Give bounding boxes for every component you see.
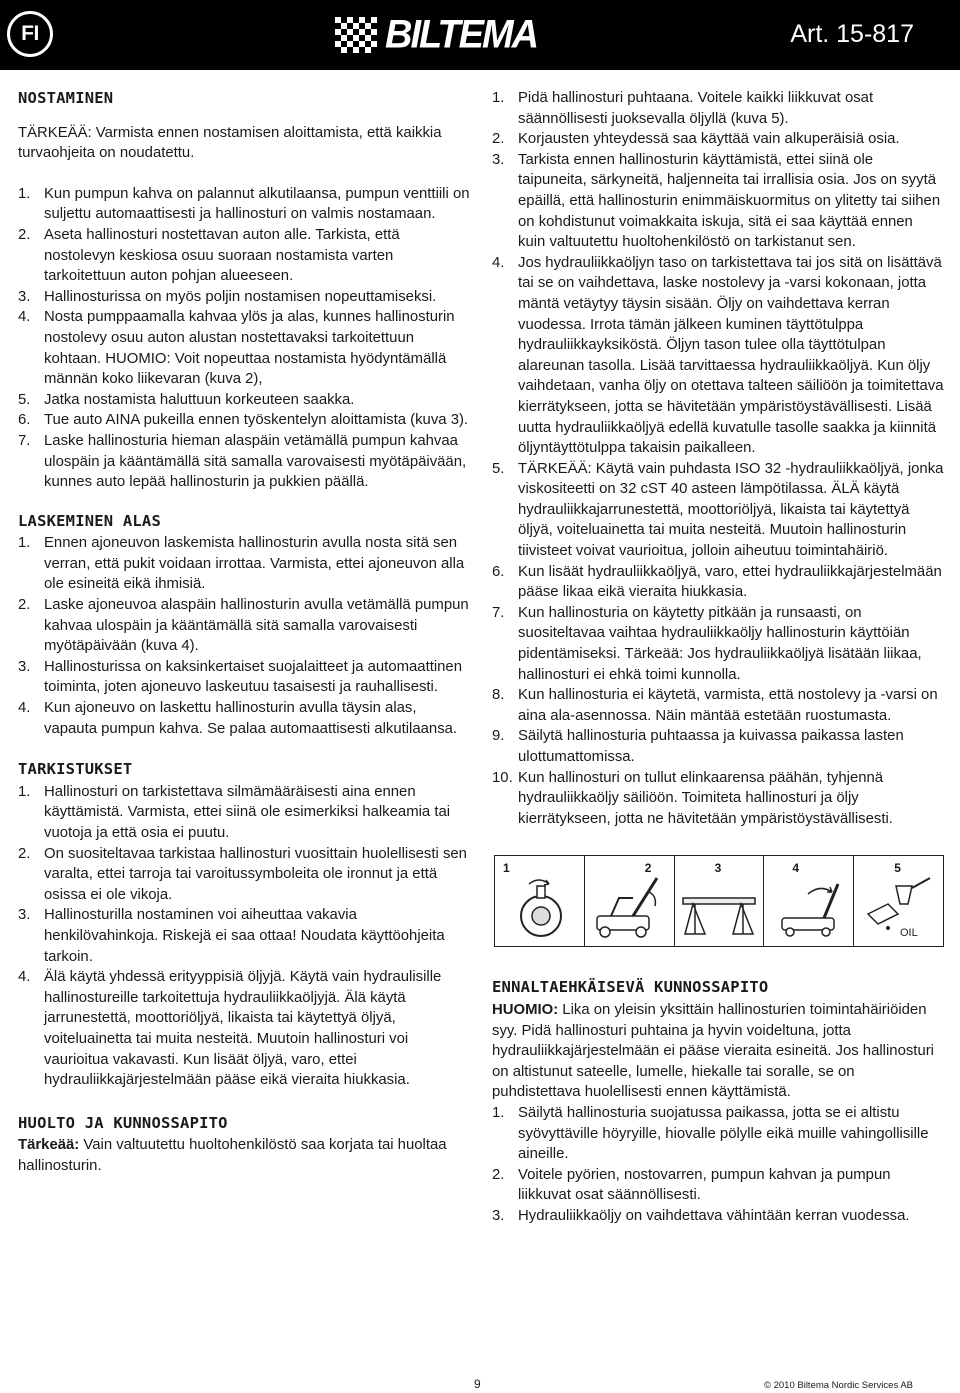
list-item: 5. TÄRKEÄÄ: Käytä vain puhdasta ISO 32 -hydrauliikkaöljyä, jonka viskositeetti on 32 cST 40 asteen lämpötilassa. ÄLÄ käytä hydrauliikkajarrunestettä, moottoriöljyä, likaista tai käytettyä öljyä, voiteluainetta tai muita nesteitä. Muutoin hallinosturin tiivisteet voivat vaurioitua, jolloin aiheutuu toimintahäiriö. bbox=[492, 460, 944, 560]
list-item: 2. On suositeltavaa tarkistaa hallinosturi vuosittain huolellisesti sen varalta, ettei tarroja tai varoitussymboleita ole ironnut ja että osissa ei ole vikoja. bbox=[18, 845, 467, 903]
list-item: 3. Hydrauliikkaöljy on vaihdettava vähintään kerran vuodessa. bbox=[492, 1207, 910, 1224]
list-item: 1. Kun pumpun kahva on palannut alkutilaansa, pumpun venttiili on suljettu automaattisesti ja hallinosturi on valmis nostamaan. bbox=[18, 185, 470, 223]
section-title-tarkistukset: TARKISTUKSET bbox=[18, 760, 133, 779]
maintenance-list bbox=[492, 88, 944, 829]
list-item: 7. Kun hallinosturia on käytetty pitkään ja runsaasti, on suositeltavaa vaihtaa hydrauliikkaöljy hallinosturin käyttöiän pidentämiseksi. Tärkeää: Jos hydrauliikkaöljyä lisätään liikaa, hallinosturi ei ehkä toimi kunnolla. bbox=[492, 604, 922, 683]
section-title-laskeminen: LASKEMINEN ALAS bbox=[18, 511, 161, 530]
list-item: 4. Nosta pumppaamalla kahvaa ylös ja alas, kunnes hallinosturin nostolevy osuu auton alustan nostettavaksi tarkoitettuun kohtaan. HUOMIO: Voit nopeuttaa nostamista hyödyntämällä männän koko liikevaran (kuva 2), bbox=[18, 309, 455, 388]
list-item: 2. Korjausten yhteydessä saa käyttää vain alkuperäisiä osia. bbox=[492, 131, 900, 148]
list-item: 8. Kun hallinosturia ei käytetä, varmista, että nostolevy ja -varsi on aina ala-asennossa. Näin mäntää estetään ruostumasta. bbox=[492, 687, 938, 724]
list-item: 1. Ennen ajoneuvon laskemista hallinosturin avulla nosta sitä sen verran, että pukit voidaan irrottaa. Varmista, ettei ajoneuvon alla ole esineitä eikä ihmisiä. bbox=[18, 535, 465, 593]
page-number: 9 bbox=[474, 1377, 481, 1391]
illustration-strip bbox=[494, 855, 944, 947]
language-badge: FI bbox=[7, 11, 53, 57]
list-item: 7. Laske hallinosturia hieman alaspäin vetämällä pumpun kahvaa ulospäin ja kääntämällä sitä samalla varovaisesti myötäpäivään, kunnes auto lepää hallinosturin ja pukkien päällä. bbox=[18, 432, 467, 491]
list-item: 5. Jatka nostamista haluttuun korkeuteen saakka. bbox=[18, 391, 355, 408]
article-number: Art. 15-817 bbox=[790, 20, 914, 48]
warning-paragraph bbox=[18, 123, 470, 164]
list-item: 2. Laske ajoneuvoa alaspäin hallinosturin avulla vetämällä pumpun kahvaa ulospäin ja kääntämällä sitä samalla varovaisesti myötäpäivään (kuva 4). bbox=[18, 597, 469, 655]
list-item: 2. Aseta hallinosturi nostettavan auton alle. Tarkista, että nostolevyn keskiosa osuu suoraan nostamista varten tarkoitettuun auton pohjan alueeseen. bbox=[18, 226, 400, 285]
preventive-intro bbox=[492, 1000, 944, 1103]
list-item: 6. Tue auto AINA pukeilla ennen työskentelyn aloittamista (kuva 3). bbox=[18, 412, 469, 429]
service-note bbox=[18, 1135, 470, 1176]
list-item: 3. Tarkista ennen hallinosturin käyttämistä, ettei siinä ole taipuneita, särkyneitä, haljenneita tai irrallisia osia. Jos on syytä epäillä, että hallinosturin enimmäiskuormitus on ylitetty tai siihen on kohdistunut voimakkaita iskuja, sitä ei saa käyttää ennen kuin valtuutettu huoltohenkilöstö on tarkistanut sen. bbox=[492, 151, 941, 251]
service-note-text: Vain valtuutettu huoltohenkilöstö saa korjata tai huoltaa hallinosturin. bbox=[18, 1137, 447, 1174]
list-item: 3. Hallinosturissa on myös poljin nostamisen nopeuttamiseksi. bbox=[18, 288, 437, 305]
figure-3 bbox=[675, 856, 765, 946]
figure-number: 2 bbox=[644, 861, 652, 876]
figure-4 bbox=[764, 856, 854, 946]
checks-list bbox=[18, 782, 470, 1091]
right-column bbox=[492, 88, 944, 1227]
brand-name: BILTEMA bbox=[385, 12, 538, 57]
list-item: 4. Jos hydrauliikkaöljyn taso on tarkistettava tai jos sitä on lisättävä tai se on vaihdettava, laske nostolevy ja -varsi kokonaan, jotta mäntä vetäytyy täysin sisään. Öljy on vaihdettava kerran vuodessa. Irrota tämän jälkeen kuminen täyttötulppa hydrauliikkayksiköstä. Öljyn tason tulee olla täyttötulpan alareunan tasolla. Lisää tarvittaessa hydrauliikkaöljyä. Kun öljy vaihdetaan, vanha öljy on otettava talteen säiliöön ja toimitettava kierrätykseen, jotta se hävitetään ympäristöystävällisesti. Lisää uutta hydrauliikkaöljyä edellä kuvatulle tasolle saakka ja kiinnitä öljyntäyttötulppa takaisin paikalleen. bbox=[492, 254, 944, 457]
section-title-ennaltaehkaiseva: ENNALTAEHKÄISEVÄ KUNNOSSAPITO bbox=[492, 978, 769, 997]
preventive-label: HUOMIO: bbox=[492, 1001, 559, 1018]
checkered-flag-icon bbox=[335, 17, 379, 53]
lowering-icon bbox=[768, 864, 848, 944]
section-title-huolto: HUOLTO JA KUNNOSSAPITO bbox=[18, 1113, 228, 1132]
list-item: 6. Kun lisäät hydrauliikkaöljyä, varo, ettei hydrauliikkajärjestelmään pääse likaa eikä vieraita hiukkasia. bbox=[492, 563, 942, 601]
wheel-valve-icon bbox=[499, 864, 579, 944]
oil-label: OIL bbox=[900, 927, 918, 940]
figure-2 bbox=[585, 856, 675, 946]
warning-text: Varmista ennen nostamisen aloittamista, että kaikkia turvaohjeita on noudatettu. bbox=[18, 124, 442, 162]
list-item: 1. Pidä hallinosturi puhtaana. Voitele kaikki liikkuvat osat säännöllisesti juoksevalla öljyllä (kuva 5). bbox=[492, 90, 874, 127]
list-item: 4. Kun ajoneuvo on laskettu hallinosturin avulla täysin alas, vapauta pumpun kahva. Se palaa automaattisesti alkutilaansa. bbox=[18, 700, 458, 737]
header-bar bbox=[0, 0, 960, 70]
section-title-nostaminen: NOSTAMINEN bbox=[18, 89, 114, 107]
list-item: 10. Kun hallinosturi on tullut elinkaarensa päähän, tyhjennä hydrauliikkaöljy säiliöön. Toimiteta hallinosturi ja öljy kierrätykseen, jotta ne hävitetään ympäristöystävällisesti. bbox=[492, 769, 893, 827]
list-item: 9. Säilytä hallinosturia puhtaassa ja kuivassa paikassa lasten ulottumattomissa. bbox=[492, 728, 904, 765]
left-column bbox=[18, 88, 470, 1177]
list-item: 4. Älä käytä yhdessä erityyppisiä öljyjä. Käytä vain hydraulisille hallinostureille tarkoitettuja hydrauliikkaöljyjä. Älä käytä jarrunestettä, moottoriöljyä, likaista tai käytettyä öljyä, voiteluainetta tai muita nesteitä. Muutoin hallinosturi voi vaurioitua vakavasti. Kun lisäät öljyä, varo, ettei hydrauliikkajärjestelmään pääse eikä vieraita hiukkasia. bbox=[18, 969, 442, 1089]
list-item: 1. Säilytä hallinosturia suojatussa paikassa, jotta se ei altistu syövyttäville höyryille, hiovalle pölylle eikä muille vahingollisille aineille. bbox=[492, 1104, 929, 1163]
preventive-text: Lika on yleisin yksittäin hallinosturien toimintahäiriöiden syy. Pidä hallinosturi puhtaina ja hyvin voideltuna, jotta hydrauliikkajärjestelmään ei pääse vieraita esineitä. Jos hallinosturi on altistunut sateelle, lumelle, hiekalle tai soralle, se on puhdistettava huolellisesti ennen käyttämistä. bbox=[492, 1001, 934, 1101]
figure-1 bbox=[495, 856, 585, 946]
figure-number: 4 bbox=[792, 861, 800, 876]
lowering-steps-list bbox=[18, 533, 470, 739]
list-item: 1. Hallinosturi on tarkistettava silmämääräisesti aina ennen käyttämistä. Varmista, ettei siinä ole esimerkiksi halkeamia tai vuotoja ja että osia ei puutu. bbox=[18, 783, 451, 841]
copyright-notice: © 2010 Biltema Nordic Services AB bbox=[763, 1380, 913, 1391]
figure-number: 1 bbox=[503, 861, 510, 876]
list-item: 2. Voitele pyörien, nostovarren, pumpun kahvan ja pumpun liikkuvat osat säännöllisesti. bbox=[492, 1166, 891, 1204]
list-item: 3. Hallinosturissa on kaksinkertaiset suojalaitteet ja automaattinen toiminta, joten ajoneuvo laskeutuu tasaisesti ja rauhallisesti. bbox=[18, 658, 462, 696]
preventive-list bbox=[492, 1103, 944, 1227]
lifting-steps-list bbox=[18, 184, 470, 493]
axle-stands-icon bbox=[679, 864, 759, 944]
brand-logo bbox=[335, 14, 600, 56]
oil-can-icon bbox=[858, 864, 938, 944]
warning-label: TÄRKEÄÄ: bbox=[18, 124, 92, 141]
service-note-label: Tärkeää: bbox=[18, 1137, 80, 1154]
figure-number: 3 bbox=[714, 861, 722, 876]
figure-number: 5 bbox=[894, 861, 901, 876]
figure-5 bbox=[854, 856, 943, 946]
list-item: 3. Hallinosturilla nostaminen voi aiheuttaa vakavia henkilövahinkoja. Riskejä ei saa ottaa! Noudata käyttöohjeita tarkoin. bbox=[18, 907, 445, 965]
handle-pump-icon bbox=[589, 864, 669, 944]
